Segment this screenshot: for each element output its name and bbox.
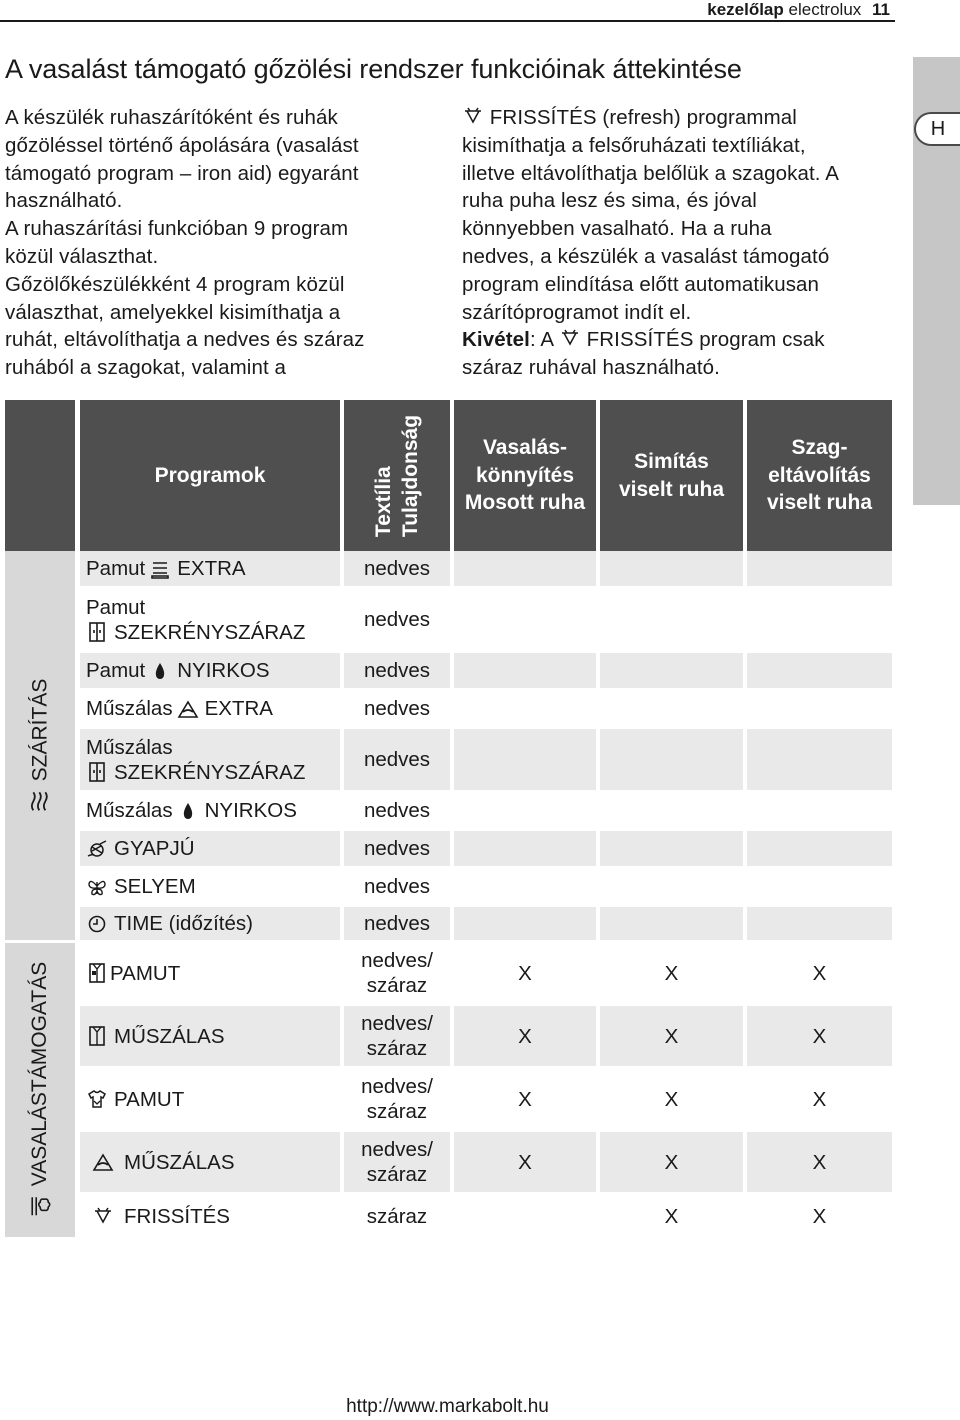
intro-right-first: FRISSÍTÉS (refresh) programmal <box>462 104 892 132</box>
intro-left-line: A készülék ruhaszárítóként és ruhák <box>5 106 338 129</box>
table-row: MŰSZÁLAS nedves/ száraz X X X <box>5 1132 892 1195</box>
header-programs: Programok <box>80 400 340 551</box>
mark-cell <box>454 551 596 586</box>
mark-cell <box>600 831 743 866</box>
header-smoothing: Simítás viselt ruha <box>600 400 743 551</box>
textile-cell: nedves <box>344 869 450 904</box>
mark-cell <box>600 691 743 726</box>
intro-left-line: választhat, amelyekkel kisimíthatja a <box>5 300 341 324</box>
mark-cell: X <box>600 1132 743 1192</box>
page-title: A vasalást támogató gőzölési rendszer funkcióinak áttekintése <box>5 54 742 84</box>
mark-cell: X <box>454 1069 596 1129</box>
mark-cell <box>747 551 892 586</box>
textile-cell: száraz <box>344 1195 450 1237</box>
mark-cell <box>454 907 596 940</box>
mark-cell: X <box>747 1006 892 1066</box>
exception-label: Kivétel <box>462 328 530 352</box>
header-odour-removal: Szag- eltávolítás viselt ruha <box>747 400 892 551</box>
intro-right-line: kisimíthatja a felsőruházati textíliákat, <box>462 133 806 157</box>
table-row: PAMUT nedves/ száraz X X X <box>5 1069 892 1132</box>
extra-dry-icon <box>149 558 171 580</box>
textile-cell: nedves <box>344 691 450 726</box>
table-row: GYAPJÚ nedves <box>5 831 892 869</box>
group-drying-label: SZÁRÍTÁS <box>28 678 51 781</box>
mark-cell <box>454 653 596 688</box>
table-row: Pamut NYIRKOS nedves <box>5 653 892 691</box>
intro-left-line: közül választhat. <box>5 244 159 268</box>
textile-cell: nedves/ száraz <box>344 943 450 1003</box>
group-ironing-aid-label: VASALÁSTÁMOGATÁS <box>28 961 52 1187</box>
mark-cell: X <box>600 1069 743 1129</box>
textile-cell: nedves <box>344 831 450 866</box>
mark-cell <box>747 589 892 650</box>
table-row: Pamut SZEKRÉNYSZÁRAZ nedves <box>5 589 892 653</box>
page-header <box>707 0 890 20</box>
intro-left-line: gőzöléssel történő ápolására (vasalást <box>5 133 359 157</box>
mark-cell: X <box>747 943 892 1003</box>
shirt-synthetic-icon <box>86 1025 108 1047</box>
mark-cell: X <box>600 1195 743 1237</box>
damp-icon <box>149 660 171 682</box>
header-section: kezelőlap <box>707 0 784 19</box>
table-row: PAMUT nedves/ száraz X X X <box>5 943 892 1006</box>
textile-cell: nedves/ száraz <box>344 1069 450 1129</box>
textile-cell: nedves <box>344 589 450 650</box>
mark-cell <box>454 793 596 828</box>
intro-left <box>5 104 435 382</box>
cupboard-dry-icon <box>86 621 108 643</box>
table-row: MŰSZÁLAS nedves/ száraz X X X <box>5 1006 892 1069</box>
group-ironing-aid <box>5 943 892 1240</box>
textile-cell: nedves <box>344 907 450 940</box>
mark-cell <box>454 1195 596 1237</box>
mark-cell <box>454 869 596 904</box>
textile-cell: nedves/ száraz <box>344 1006 450 1066</box>
language-badge: H <box>914 112 960 146</box>
exception-note-line2: száraz ruhával használható. <box>462 356 720 380</box>
mark-cell: X <box>454 1006 596 1066</box>
intro-left-line: használható. <box>5 189 123 213</box>
intro-right-line: szárítóprogramot indít el. <box>462 300 692 324</box>
intro-right-line: ruha puha lesz és sima, és jóval <box>462 189 757 213</box>
mark-cell: X <box>600 943 743 1003</box>
mark-cell <box>747 653 892 688</box>
mark-cell: X <box>747 1132 892 1192</box>
mark-cell <box>600 551 743 586</box>
textile-cell: nedves/ száraz <box>344 1132 450 1192</box>
mark-cell <box>747 729 892 790</box>
table-row: Pamut EXTRA nedves <box>5 551 892 589</box>
intro-left-line: Gőzölőkészülékként 4 program közül <box>5 272 345 296</box>
mark-cell <box>747 793 892 828</box>
mark-cell <box>600 793 743 828</box>
intro-left-line: ruhát, eltávolíthatja a nedves és száraz <box>5 328 365 352</box>
header-textile: Textília Tulajdonság <box>344 400 450 551</box>
intro-left-line: ruhából a szagokat, valamint a <box>5 356 287 380</box>
mark-cell <box>454 831 596 866</box>
header-corner <box>5 400 75 551</box>
textile-cell: nedves <box>344 551 450 586</box>
intro-left-line: támogató program – iron aid) egyaránt <box>5 161 359 185</box>
refresh-icon <box>92 1205 114 1227</box>
intro-left-line: A ruhaszárítási funkcióban 9 program <box>5 217 349 241</box>
mark-cell: X <box>747 1195 892 1237</box>
table-row: Műszálas SZEKRÉNYSZÁRAZ nedves <box>5 729 892 793</box>
mark-cell <box>747 691 892 726</box>
header-ironing-aid: Vasalás- könnyítés Mosott ruha <box>454 400 596 551</box>
exception-note: Kivétel: A FRISSÍTÉS program csak <box>462 328 825 352</box>
textile-cell: nedves <box>344 729 450 790</box>
program-table <box>5 400 892 1240</box>
mark-cell <box>600 729 743 790</box>
mark-cell <box>454 729 596 790</box>
mark-cell <box>747 907 892 940</box>
table-row: SELYEM nedves <box>5 869 892 907</box>
table-row: TIME (időzítés) nedves <box>5 907 892 943</box>
mark-cell <box>600 907 743 940</box>
wool-icon <box>86 838 108 860</box>
textile-cell: nedves <box>344 653 450 688</box>
mark-cell <box>454 589 596 650</box>
mark-cell <box>600 653 743 688</box>
damp-icon <box>177 800 199 822</box>
refresh-icon <box>462 106 484 126</box>
mark-cell <box>600 869 743 904</box>
synthetic-icon <box>92 1151 114 1173</box>
intro-right-line: program elindítása előtt automatikusan <box>462 272 820 296</box>
table-header <box>5 400 892 551</box>
refresh-icon <box>559 328 581 348</box>
time-icon <box>86 913 108 935</box>
tshirt-cotton-icon <box>86 1088 108 1110</box>
mark-cell <box>747 869 892 904</box>
header-brand: electrolux <box>788 0 862 19</box>
footer-url[interactable]: http://www.markabolt.hu <box>346 1396 549 1417</box>
mark-cell: X <box>747 1069 892 1129</box>
textile-cell: nedves <box>344 793 450 828</box>
shirt-cotton-icon <box>86 962 108 984</box>
silk-icon <box>86 876 108 898</box>
cupboard-dry-icon <box>86 761 108 783</box>
mark-cell: X <box>454 1132 596 1192</box>
synthetic-icon <box>177 698 199 720</box>
table-row: FRISSÍTÉS száraz X X <box>5 1195 892 1240</box>
mark-cell <box>747 831 892 866</box>
mark-cell: X <box>600 1006 743 1066</box>
table-row: Műszálas EXTRA nedves <box>5 691 892 729</box>
table-row: Műszálas NYIRKOS nedves <box>5 793 892 831</box>
mark-cell <box>454 691 596 726</box>
mark-cell <box>600 589 743 650</box>
intro-right-line: illetve eltávolíthatja belőlük a szagokat. A <box>462 161 840 185</box>
header-rule <box>0 20 895 22</box>
group-drying <box>5 551 892 943</box>
intro-right <box>462 104 892 382</box>
mark-cell: X <box>454 943 596 1003</box>
intro-right-line: könnyebben vasalható. Ha a ruha <box>462 217 772 241</box>
page-number: 11 <box>872 0 890 19</box>
intro-right-line: nedves, a készülék a vasalást támogató <box>462 244 830 268</box>
